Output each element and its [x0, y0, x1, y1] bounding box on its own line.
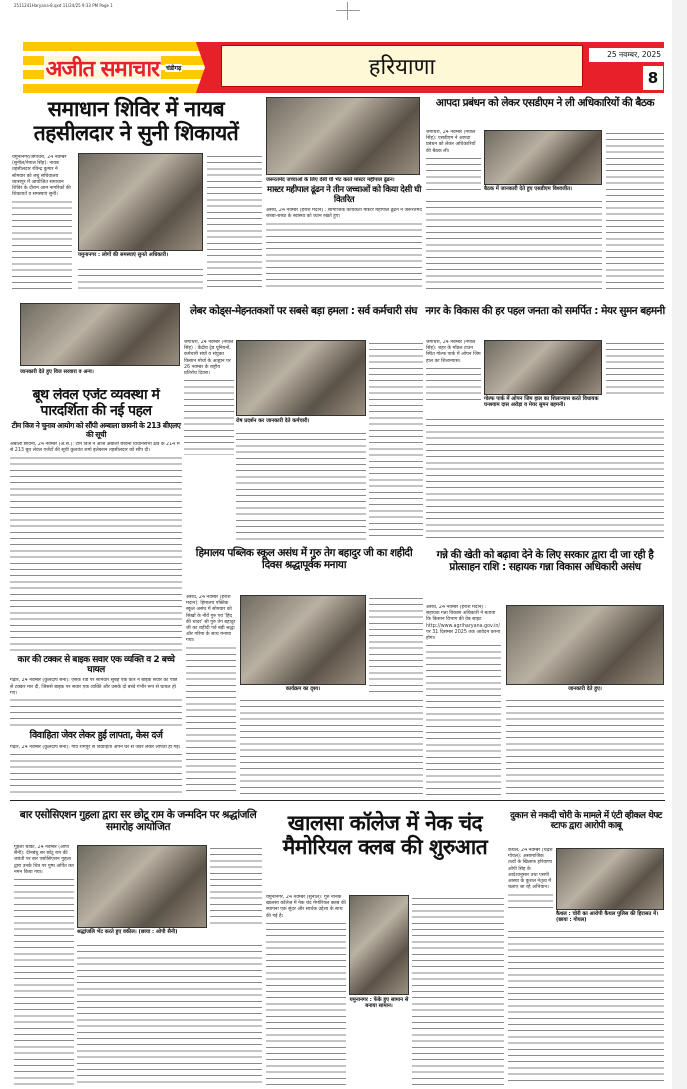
photo-caption: रोष प्रदर्शन कर जानकारी देते कर्मचारी। [236, 418, 310, 424]
newspaper-logo: अजीत समाचार [44, 53, 161, 83]
article-body: गुहला चीका, 24 नवम्बर (ओपी सैनी): दीनबंधु सर छोटू राम की जयंती पर बार एसोसिएशन गुहला द्वारा उनके चित्र पर पुष्प अर्पित कर नमन किया गया। [14, 845, 74, 1085]
crop-mark [347, 2, 348, 20]
news-photo [484, 340, 602, 395]
article-body [210, 845, 262, 927]
photo-caption: कैथल : चोरी का आरोपी कैथल पुलिस की हिरासत में। (छाया : गोयल) [556, 911, 659, 924]
photo-caption: जरूरतमंद जच्चाओं के लिए देसी घी भेंट करते मास्टर महीपाल ढूंढन। [266, 177, 395, 183]
news-photo [236, 340, 366, 416]
article-body: यमुनानगर/जगाधरी, 24 नवम्बर (सुनील/नेपाल सिंह): नायब तहसीलदार रविन्द्र कुमार ने सोमवार को लघु सचिवालय व्यासपुर में आयोजित समाधान शिविर के दौरान आम नागरिकों की शिकायतें व समस्याएं सुनीं। [12, 155, 72, 290]
article-stack [266, 177, 422, 290]
divider [10, 800, 665, 801]
crop-mark [336, 10, 360, 11]
news-photo [556, 848, 664, 910]
section-title: हरियाणा [221, 45, 583, 87]
news-photo [506, 605, 664, 685]
headline: बार एसोसिएशन गुहला द्वारा सर छोटू राम के जन्मदिन पर श्रद्धांजलि समारोह आयोजित [19, 809, 257, 833]
headline: मास्टर महीपाल ढूंढन ने तीन जच्चाओं को किया देसी घी वितरित [267, 185, 421, 205]
article-body: कैथल, 24 नवम्बर (चंद्रेश गोयल): असामाजिक तत्वों के खिलाफ हरियाणा ओपी सिंह के आदेशानुसार तथा एसपी आस्था के कुशल नेतृत्व में चलाए जा रहे अभियान। [508, 848, 553, 913]
article-body [426, 416, 664, 540]
article-body: जगाधरी, 24 नवम्बर (नेपाल सिंह): शहर के मॉडल टाउन स्थित गोल्फ पार्क में ओपन जिम हाल का शिलान्यास। [426, 340, 481, 400]
headline: समाधान शिविर में नायब तहसीलदार ने सुनी शिकायतें [33, 97, 239, 145]
article-body [606, 130, 664, 290]
article-body [606, 340, 664, 394]
news-photo [20, 303, 180, 366]
page-number: 8 [643, 66, 663, 90]
article-body [78, 266, 203, 290]
photo-caption: जानकारी देते हुए विज सरवारा व अन्य। [20, 369, 94, 375]
news-photo [484, 130, 602, 185]
article-body [369, 340, 423, 540]
headline: दुकान से नकदी चोरी के मामले में एंटी व्हीकल थेफ्ट स्टाफ द्वारा आरोपी काबू [510, 811, 662, 832]
photo-caption: यमुनानगर : फेंके हुए सामान से बनाया सामान। [349, 997, 409, 1010]
logo-group [28, 42, 198, 93]
article-body [207, 153, 262, 290]
article-body: गढ़ीर, 24 नवम्बर (कुलदीप सैनी): एसके रोड पर सोमवार सुबह एक कार ने बाइक सवार को पीछे से टक्कर मार दी, जिससे बाइक पर सवार एक व्यक्ति और उसके दो बच्चे गंभीर रूप से घायल हो गए। [10, 678, 182, 728]
photo-caption: यमुनानगर : लोगों की समस्याएं सुनते अधिकारी। [78, 252, 169, 258]
headline: आपदा प्रबंधन को लेकर एसडीएम ने ली अधिकारियों की बैठक [435, 97, 655, 109]
article-body: अंबाला छावनी, 24 नवम्बर (अ.स.): टीम विज ने आज अंबाला छावनी विधानसभा क्षेत्र के 214 में से 213 बूथ लेवल एजेंटों की सूची कुलवंत शर्मा इलेक्शन तहसीलदार को सौंप दी। [10, 442, 182, 652]
article-body [77, 942, 262, 1085]
article-body [369, 595, 423, 695]
issue-date: 25 नवम्बर, 2025 [589, 48, 664, 62]
article-body: गढ़ीर, 24 नवम्बर (कुलदीप सैनी): गांव रामपुर से विवाहिता अपने घर से जेवर लेकर लापता हो गई। [10, 745, 182, 795]
headline: बूथ लेवल एजेंट व्यवस्था में पारदर्शिता की नई पहल [32, 388, 160, 419]
article-body [412, 895, 504, 1085]
photo-caption: श्रद्धांजलि भेंट करते हुए वकील। (छाया : ओपी सैनी) [77, 929, 178, 935]
article-body: असंध, 24 नवम्बर (हरीश मदान) : सामाजिक कार्यकर्ता मास्टर महीपाल ढूंढन ने जरूरतमंद जच्चा-बच्चा के स्वास्थ्य को ध्यान रखते हुए। [266, 208, 422, 290]
headline: विवाहिता जेवर लेकर हुई लापता, केस दर्ज [29, 730, 163, 742]
headline: नगर के विकास की हर पहल जनता को समर्पित : मेयर सुमन बहमनी [425, 305, 665, 317]
headline: खालसा कॉलेज में नेक चंद मैमोरियल क्लब की शुरुआत [282, 811, 488, 859]
photo-caption: जानकारी देते हुए। [568, 686, 602, 692]
headline: कार की टक्कर से बाइक सवार एक व्यक्ति व 2 बच्चे घायल [17, 655, 175, 676]
news-photo [77, 845, 207, 928]
headline: लेबर कोड्स-मेहनतकशों पर सबसे बड़ा हमला : सर्व कर्मचारी संघ [190, 305, 417, 317]
article-body: जगाधरी, 24 नवम्बर (नेपाल सिंह) : केंद्रीय ट्रेड यूनियनों, कर्मचारी संघों व संयुक्त किसान मोर्चा के आह्वान पर 26 नवम्बर के राष्ट्रीय प्रतिरोध दिवस। [184, 340, 234, 455]
headline: हिमालय पब्लिक स्कूल असंध में गुरु तेग बहादुर जी का शहीदी दिवस श्रद्धापूर्वक मनाया [195, 547, 413, 571]
subheadline: टीम विज ने चुनाव आयोग को सौंपी अम्बाला छावनी के 213 बीएलए की सूची [11, 421, 181, 439]
article-body: जगाधरी, 24 नवम्बर (नेपाल सिंह): एसडीएम ने आपदा प्रबंधन को लेकर अधिकारियों की बैठक ली। [426, 130, 481, 190]
article-body: असंध, 24 नवम्बर (हरीश मदान): हिमालय पब्लिक स्कूल असंध में सोमवार को सिखों के नौवें गुरु एवं 'हिंद की चादर' श्री गुरु तेग बहादुर जी का शहीदी पर्व बड़ी श्रद्धा और गरिमा के साथ मनाया गया। [186, 595, 236, 795]
article-body [236, 430, 366, 540]
news-photo [240, 595, 366, 685]
article-body: यमुनानगर, 24 नवम्बर (सुनील): गुरु नानक खालसा कॉलेज में नेक चंद मेमोरियल क्लब की स्थापना एक सुंदर और सार्थक उद्देश्य के साथ की गई है। [266, 895, 346, 1085]
print-slug: 2511241Haryana-8.qxd 11/24/25 9:33 PM Page 1 [14, 3, 113, 8]
page-margin [672, 0, 687, 1089]
news-photo [78, 153, 203, 251]
photo-caption: कार्यक्रम का दृश्य। [285, 686, 321, 692]
news-photo [349, 895, 409, 995]
headline: गन्ने की खेती को बढ़ावा देने के लिए सरकार द्वारा दी जा रही है प्रोत्साहन राशि : सहायक गन्ना विकास अधिकारी असंध [436, 549, 654, 573]
article-body: असंध, 24 नवम्बर (हरीश मदान) : सहायक गन्ना विकास अधिकारी ने बताया कि किसान विभाग की वेब साइट http://www.agriharyana.gov.in/ पर 31 दिसम्बर 2025 तक आवेदन करना होगा। [426, 605, 501, 795]
article-body [506, 697, 664, 795]
photo-caption: बैठक में जानकारी देते हुए एसडीएम विश्वजीत। [484, 186, 572, 192]
news-photo [266, 97, 420, 175]
article-body [508, 928, 664, 1085]
edition-city: चंडीगढ़ [166, 64, 182, 72]
photo-caption: गोल्फ पार्क में ओपन जिम हाल का शिलान्यास करते विधायक घनश्याम दास अरोड़ा व मेयर सुमन बहमनी। [484, 396, 599, 409]
left-column-stack [10, 388, 182, 795]
article-body [240, 697, 423, 795]
article-body [426, 198, 602, 290]
